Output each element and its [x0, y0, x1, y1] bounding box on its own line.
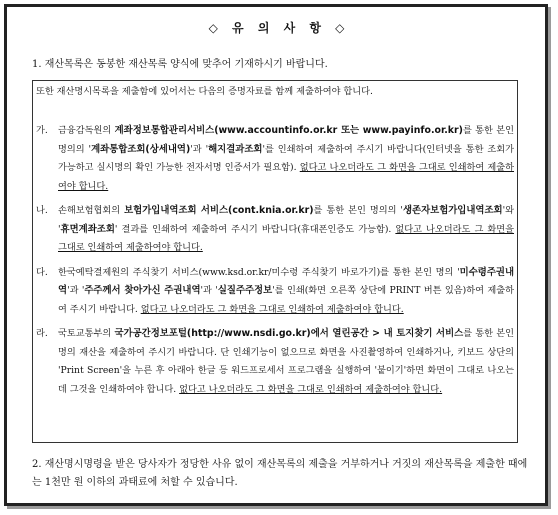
report-name: 계좌통합조회(상세내역) — [91, 143, 191, 155]
entry-ra — [36, 325, 514, 399]
page-title: ◇ 유 의 사 항 ◇ — [208, 21, 350, 35]
evidence-box-content — [36, 84, 514, 405]
entry-label: 나. — [36, 205, 48, 216]
entry-text: '과 ' — [67, 285, 85, 296]
underlined-note: 없다고 나오더라도 그 화면을 그대로 인쇄하여 제출하여야 합니다. — [58, 162, 515, 192]
entry-body — [58, 325, 514, 399]
entry-text: 손해보험협회의 — [58, 205, 125, 216]
entry-text: '과 ' — [200, 285, 218, 296]
report-name: 미수령주권내역 — [58, 266, 514, 296]
report-name: 생존자보험가입내역조회 — [402, 205, 503, 216]
service-name: 보험가입내역조회 서비스(cont.knia.or.kr) — [124, 205, 314, 216]
report-name: 해지결과조회 — [208, 143, 263, 155]
underlined-note: 없다고 나오더라도 그 화면을 그대로 인쇄하여 제출하여야 합니다. — [179, 383, 443, 395]
underlined-note: 없다고 나오더라도 그 화면을 그대로 인쇄하여 제출하여야 합니다. — [58, 223, 515, 253]
entry-text: 국토교통부의 — [58, 328, 115, 339]
entry-text: ' 결과를 인쇄하여 제출하여 주시기 바랍니다(휴대폰인증도 가능함). — [114, 223, 396, 235]
notice-item-2: 2. 재산명시명령을 받은 당사자가 정당한 사유 없이 재산목록의 제출을 거부하거나 거짓의 재산목록을 제출한 때에는 1천만 원 이하의 과태료에 처할 수 있습니다. — [32, 459, 528, 488]
entry-ga — [36, 122, 514, 196]
entry-text: '를 인쇄(화면 오른쪽 상단에 PRINT 버튼 있음)하여 제출하여 주시기 바랍니다. — [58, 285, 514, 315]
entry-text: '과 ' — [190, 143, 209, 155]
evidence-intro: 또한 재산명시목록을 제출함에 있어서는 다음의 증명자료를 함께 제출하여야 합니다. — [36, 86, 373, 97]
notice-item-1: 1. 재산목록은 동봉한 재산목록 양식에 맞추어 기재하시기 바랍니다. — [32, 59, 328, 70]
service-name: 국가공간정보포털(http://www.nsdi.go.kr)에서 열린공간 > 내 토지찾기 서비스 — [114, 328, 464, 339]
service-name: 계좌정보통합관리서비스(www.accountinfo.or.kr 또는 www.payinfo.or.kr) — [114, 125, 463, 136]
entry-text: 금융감독원의 — [58, 125, 115, 136]
entry-body — [58, 264, 514, 320]
entry-body — [58, 202, 514, 258]
entry-text: '를 인쇄하여 제출하여 주시기 바랍니다(인터넷을 통한 조회가 가능하고 실시명의 확인 가능한 전자서명 인증서가 필요함). — [58, 143, 514, 173]
entry-text: 를 통한 본인 명의 재산을 제출하여 주시기 바랍니다. 단 인쇄기능이 없으므로 화면을 사진촬영하여 인쇄하거나, 키보드 상단의 'Print Screen'을 누른 후 아래아 한글 등 워드프로세서 프로그램을 실행하여 '붙이기'하면 화면이 그대로 나오는데 그것을 인쇄하여야 합니다. — [58, 328, 515, 395]
entry-text: '와 ' — [58, 205, 514, 235]
underlined-note: 없다고 나오더라도 그 화면을 그대로 인쇄하여 제출하여야 합니다. — [140, 303, 404, 315]
entry-text: 를 통한 본인 명의의 ' — [58, 125, 515, 155]
entry-label: 다. — [36, 266, 48, 278]
entry-text: 한국예탁결제원의 주식찾기 서비스(www.ksd.or.kr/미수령 주식찾기 바로가기)를 통한 본인 명의 ' — [58, 266, 460, 278]
report-name: 실질주주정보 — [217, 285, 273, 296]
entry-label: 라. — [36, 328, 48, 339]
entry-body — [58, 122, 514, 196]
entry-text: 를 통한 본인 명의의 ' — [313, 205, 403, 216]
entry-da — [36, 264, 514, 320]
report-name: 주주께서 찾아가신 주권내역 — [84, 285, 201, 296]
report-name: 휴면계좌조회 — [60, 223, 115, 235]
entry-label: 가. — [36, 125, 48, 136]
entry-na — [36, 202, 514, 258]
